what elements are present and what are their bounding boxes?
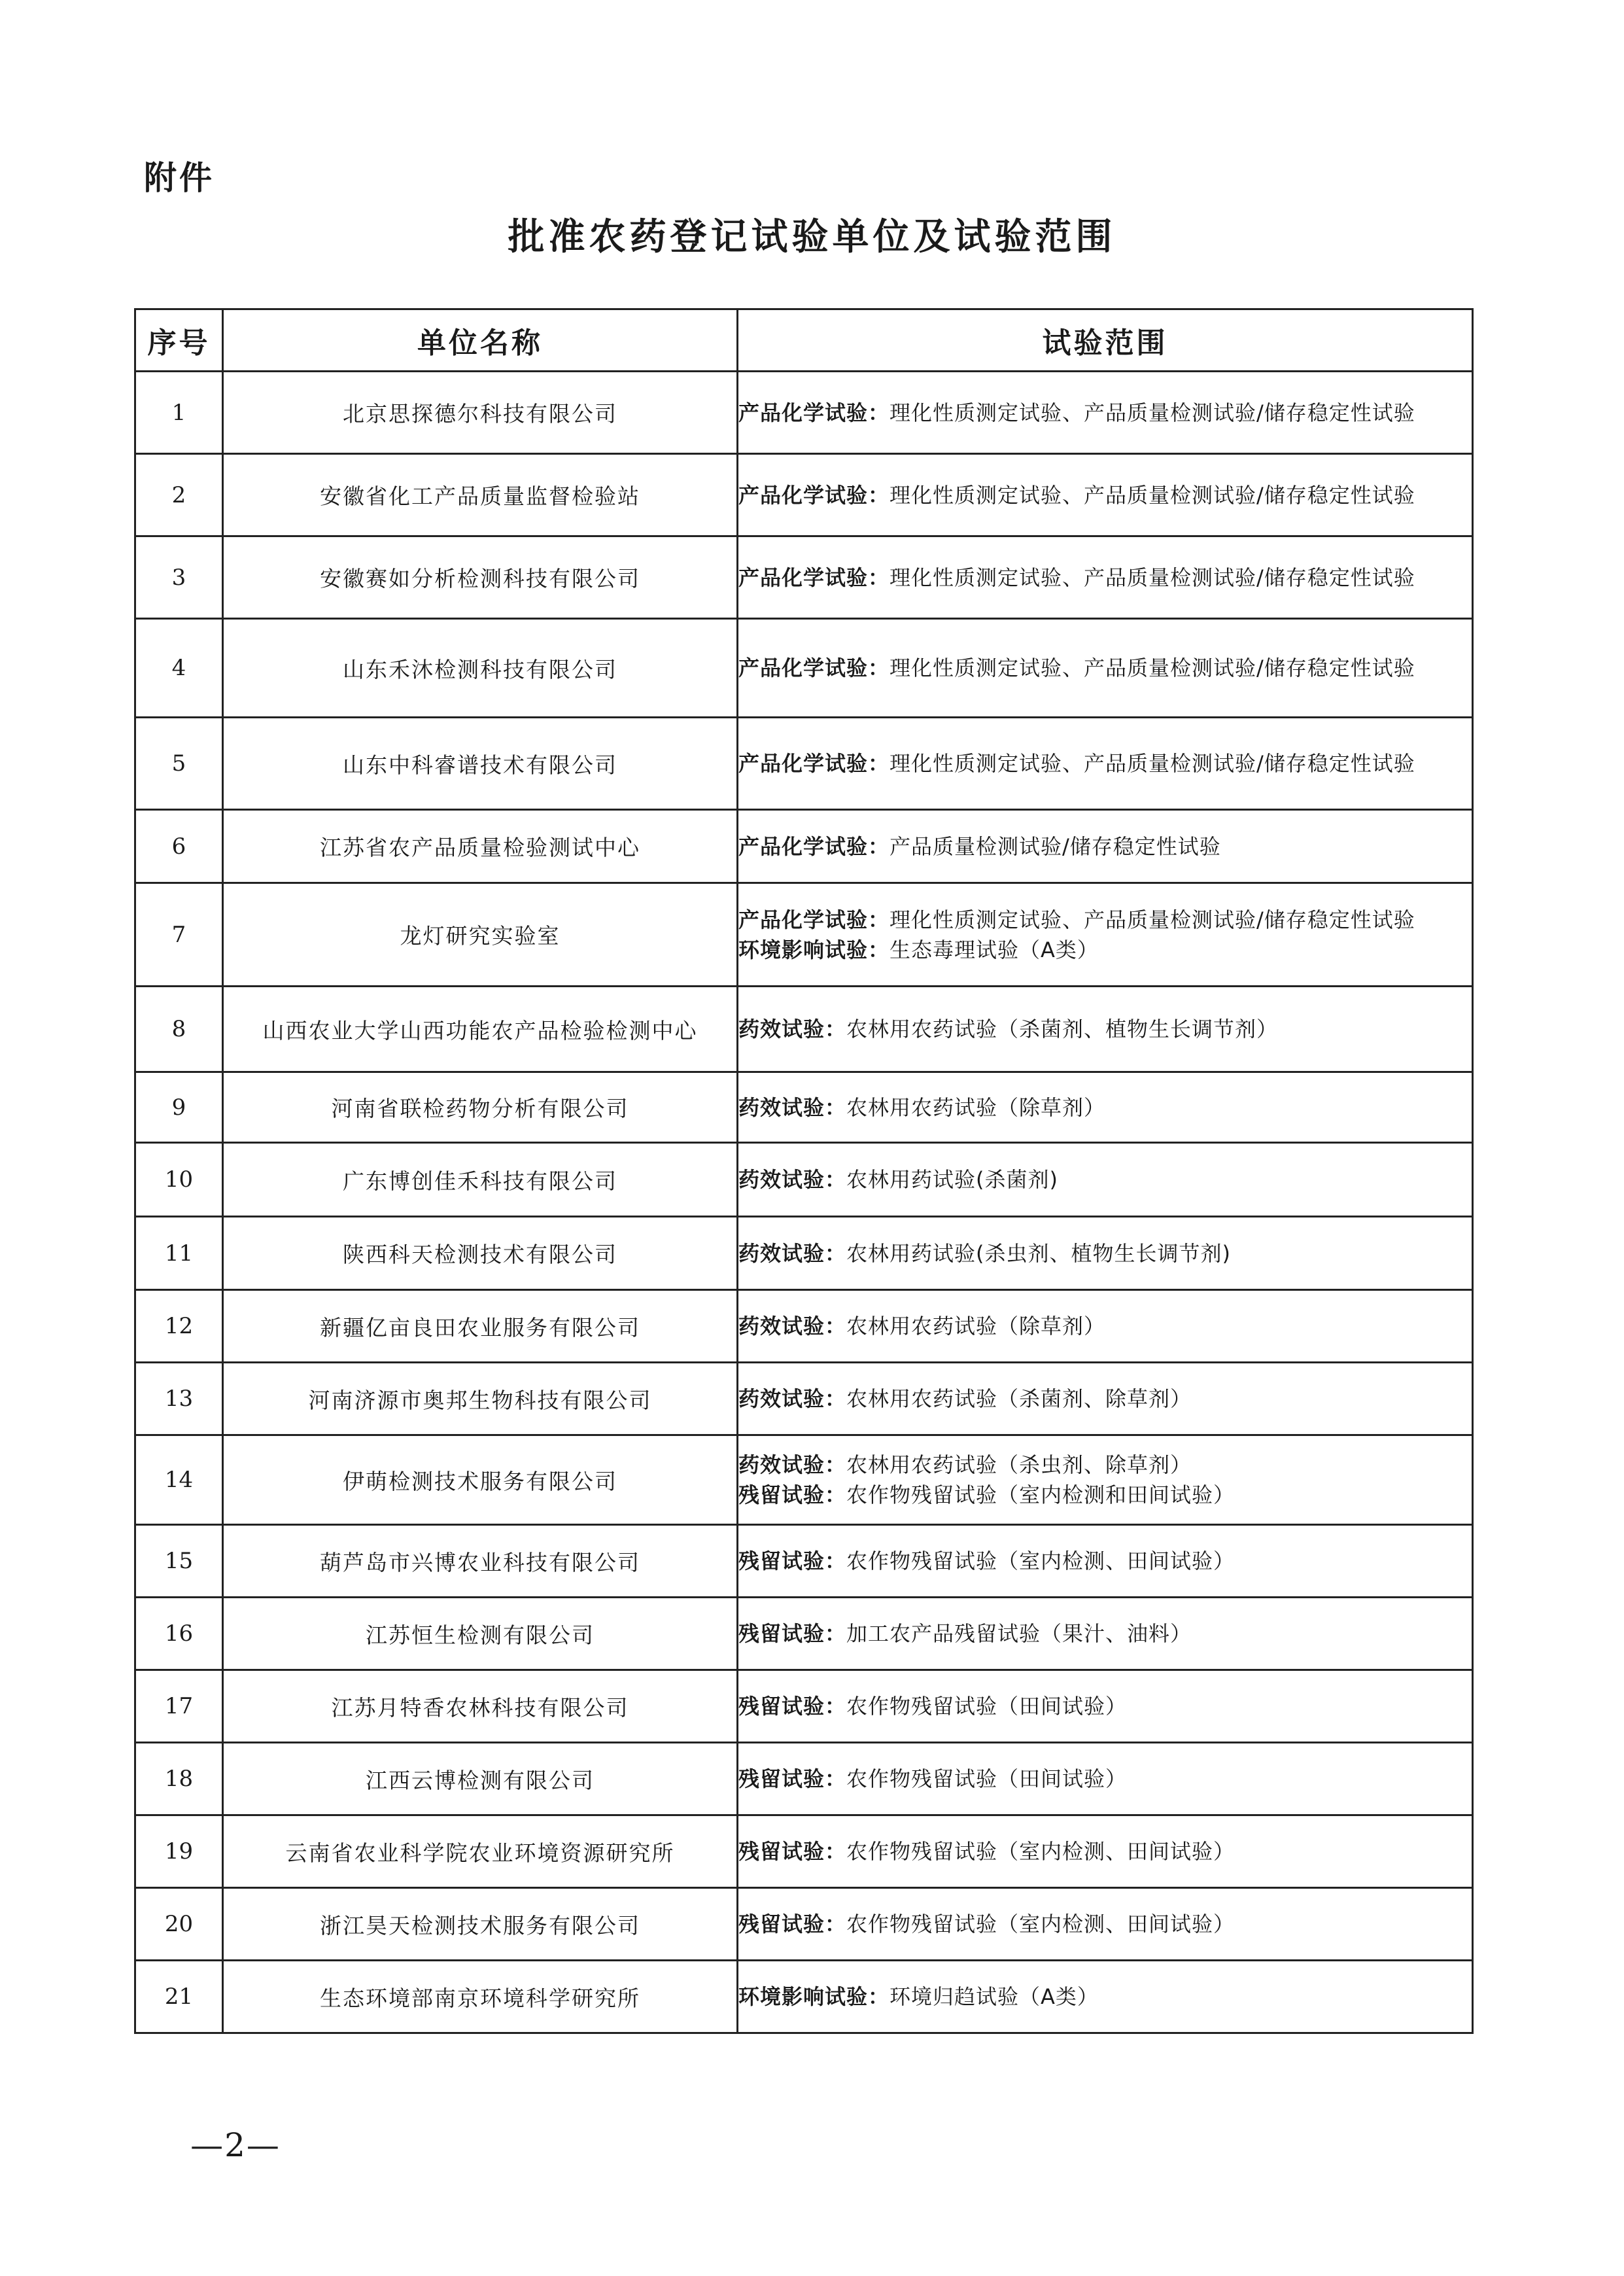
scope-category: 药效试验： bbox=[738, 1017, 847, 1042]
unit-name: 江苏恒生检测有限公司 bbox=[223, 1598, 738, 1670]
row-number: 19 bbox=[135, 1815, 223, 1888]
row-number: 7 bbox=[135, 883, 223, 987]
unit-name: 葫芦岛市兴博农业科技有限公司 bbox=[223, 1525, 738, 1598]
unit-name: 新疆亿亩良田农业服务有限公司 bbox=[223, 1290, 738, 1363]
row-number: 10 bbox=[135, 1143, 223, 1217]
scope-detail: 农作物残留试验（室内检测和田间试验） bbox=[846, 1482, 1235, 1507]
scope-line bbox=[738, 1909, 1472, 1939]
test-scope bbox=[738, 619, 1473, 718]
scope-detail: 生态毒理试验（A类） bbox=[890, 937, 1099, 962]
unit-name: 河南济源市奥邦生物科技有限公司 bbox=[223, 1363, 738, 1435]
scope-detail: 农林用农药试验（除草剂） bbox=[846, 1094, 1106, 1120]
scope-line bbox=[738, 1836, 1472, 1866]
scope-detail: 农林用农药试验（除草剂） bbox=[846, 1314, 1106, 1339]
table-row bbox=[135, 1290, 1473, 1363]
row-number: 2 bbox=[135, 454, 223, 536]
row-number: 1 bbox=[135, 372, 223, 454]
scope-line bbox=[738, 1014, 1472, 1044]
scope-line bbox=[738, 1480, 1472, 1510]
scope-category: 药效试验： bbox=[738, 1314, 847, 1339]
scope-line bbox=[738, 1764, 1472, 1794]
scope-category: 产品化学试验： bbox=[738, 833, 890, 859]
unit-name: 山西农业大学山西功能农产品检验检测中心 bbox=[223, 987, 738, 1072]
test-scope bbox=[738, 810, 1473, 883]
scope-detail: 理化性质测定试验、产品质量检测试验/储存稳定性试验 bbox=[890, 400, 1415, 425]
scope-detail: 理化性质测定试验、产品质量检测试验/储存稳定性试验 bbox=[890, 565, 1415, 590]
scope-detail: 农作物残留试验（田间试验） bbox=[846, 1694, 1128, 1719]
scope-detail: 农作物残留试验（室内检测、田间试验） bbox=[846, 1549, 1235, 1573]
unit-name: 北京思探德尔科技有限公司 bbox=[223, 372, 738, 454]
row-number: 9 bbox=[135, 1072, 223, 1143]
row-number: 13 bbox=[135, 1363, 223, 1435]
scope-category: 产品化学试验： bbox=[738, 656, 890, 680]
scope-detail: 环境归趋试验（A类） bbox=[890, 1984, 1099, 2009]
table-row bbox=[135, 1143, 1473, 1217]
row-number: 8 bbox=[135, 987, 223, 1072]
table-row bbox=[135, 1363, 1473, 1435]
scope-category: 产品化学试验： bbox=[738, 565, 890, 590]
test-scope bbox=[738, 1670, 1473, 1743]
table-row bbox=[135, 718, 1473, 810]
row-number: 17 bbox=[135, 1670, 223, 1743]
unit-name: 江西云博检测有限公司 bbox=[223, 1743, 738, 1815]
test-scope bbox=[738, 536, 1473, 619]
scope-line bbox=[738, 1093, 1472, 1123]
scope-category: 残留试验： bbox=[738, 1766, 847, 1791]
scope-category: 残留试验： bbox=[738, 1482, 847, 1507]
scope-category: 产品化学试验： bbox=[738, 400, 890, 425]
table-row bbox=[135, 1888, 1473, 1961]
scope-detail: 加工农产品残留试验（果汁、油料） bbox=[846, 1621, 1192, 1646]
table-row bbox=[135, 1435, 1473, 1525]
test-scope bbox=[738, 1072, 1473, 1143]
test-scope bbox=[738, 1290, 1473, 1363]
scope-category: 药效试验： bbox=[738, 1452, 847, 1477]
table-row bbox=[135, 1815, 1473, 1888]
test-scope bbox=[738, 1143, 1473, 1217]
scope-category: 药效试验： bbox=[738, 1094, 847, 1120]
scope-line bbox=[738, 1982, 1472, 2012]
scope-line bbox=[738, 653, 1472, 683]
table-row bbox=[135, 619, 1473, 718]
scope-detail: 理化性质测定试验、产品质量检测试验/储存稳定性试验 bbox=[890, 656, 1415, 680]
scope-line bbox=[738, 1164, 1472, 1195]
row-number: 20 bbox=[135, 1888, 223, 1961]
scope-line bbox=[738, 748, 1472, 779]
scope-detail: 农林用药试验(杀菌剂) bbox=[846, 1167, 1058, 1192]
scope-detail: 产品质量检测试验/储存稳定性试验 bbox=[890, 833, 1221, 859]
table-row bbox=[135, 1670, 1473, 1743]
test-scope bbox=[738, 454, 1473, 536]
scope-line bbox=[738, 905, 1472, 935]
scope-line bbox=[738, 1384, 1472, 1414]
scope-line bbox=[738, 1238, 1472, 1269]
unit-name: 云南省农业科学院农业环境资源研究所 bbox=[223, 1815, 738, 1888]
unit-name: 河南省联检药物分析有限公司 bbox=[223, 1072, 738, 1143]
scope-line bbox=[738, 832, 1472, 862]
scope-line bbox=[738, 1691, 1472, 1721]
test-scope bbox=[738, 1363, 1473, 1435]
unit-name: 浙江昊天检测技术服务有限公司 bbox=[223, 1888, 738, 1961]
test-scope bbox=[738, 1598, 1473, 1670]
scope-line bbox=[738, 935, 1472, 965]
unit-name: 安徽省化工产品质量监督检验站 bbox=[223, 454, 738, 536]
row-number: 16 bbox=[135, 1598, 223, 1670]
unit-name: 龙灯研究实验室 bbox=[223, 883, 738, 987]
test-scope bbox=[738, 1435, 1473, 1525]
scope-category: 残留试验： bbox=[738, 1694, 847, 1719]
row-number: 18 bbox=[135, 1743, 223, 1815]
table-row bbox=[135, 1598, 1473, 1670]
test-scope bbox=[738, 1743, 1473, 1815]
unit-name: 生态环境部南京环境科学研究所 bbox=[223, 1961, 738, 2033]
table-row bbox=[135, 1743, 1473, 1815]
scope-category: 残留试验： bbox=[738, 1549, 847, 1573]
test-scope bbox=[738, 372, 1473, 454]
scope-category: 药效试验： bbox=[738, 1386, 847, 1411]
scope-detail: 理化性质测定试验、产品质量检测试验/储存稳定性试验 bbox=[890, 482, 1415, 508]
unit-name: 广东博创佳禾科技有限公司 bbox=[223, 1143, 738, 1217]
table-row bbox=[135, 1525, 1473, 1598]
scope-category: 产品化学试验： bbox=[738, 482, 890, 508]
scope-detail: 农林用农药试验（杀菌剂、除草剂） bbox=[846, 1386, 1192, 1411]
scope-line bbox=[738, 1450, 1472, 1480]
scope-category: 药效试验： bbox=[738, 1167, 847, 1192]
scope-line bbox=[738, 1311, 1472, 1341]
test-scope bbox=[738, 1815, 1473, 1888]
scope-category: 残留试验： bbox=[738, 1912, 847, 1936]
scope-line bbox=[738, 1619, 1472, 1649]
row-number: 12 bbox=[135, 1290, 223, 1363]
test-scope bbox=[738, 883, 1473, 987]
unit-name: 山东禾沐检测科技有限公司 bbox=[223, 619, 738, 718]
row-number: 21 bbox=[135, 1961, 223, 2033]
row-number: 11 bbox=[135, 1217, 223, 1290]
scope-line bbox=[738, 563, 1472, 593]
column-header-unit: 单位名称 bbox=[223, 309, 738, 372]
table-row bbox=[135, 1961, 1473, 2033]
page-number: —2— bbox=[190, 2126, 281, 2164]
scope-category: 残留试验： bbox=[738, 1839, 847, 1864]
table-row bbox=[135, 1217, 1473, 1290]
table-row bbox=[135, 536, 1473, 619]
table-row bbox=[135, 1072, 1473, 1143]
row-number: 6 bbox=[135, 810, 223, 883]
row-number: 4 bbox=[135, 619, 223, 718]
scope-category: 环境影响试验： bbox=[738, 937, 890, 962]
unit-name: 江苏月特香农林科技有限公司 bbox=[223, 1670, 738, 1743]
column-header-no: 序号 bbox=[135, 309, 223, 372]
scope-detail: 农林用药试验(杀虫剂、植物生长调节剂) bbox=[846, 1240, 1231, 1266]
scope-detail: 农林用农药试验（杀虫剂、除草剂） bbox=[846, 1452, 1192, 1477]
scope-category: 残留试验： bbox=[738, 1621, 847, 1646]
unit-name: 安徽赛如分析检测科技有限公司 bbox=[223, 536, 738, 619]
scope-line bbox=[738, 398, 1472, 428]
test-scope bbox=[738, 718, 1473, 810]
scope-detail: 农作物残留试验（室内检测、田间试验） bbox=[846, 1912, 1235, 1936]
scope-category: 产品化学试验： bbox=[738, 907, 890, 932]
unit-name: 江苏省农产品质量检验测试中心 bbox=[223, 810, 738, 883]
scope-detail: 农林用农药试验（杀菌剂、植物生长调节剂） bbox=[846, 1017, 1279, 1042]
scope-line bbox=[738, 480, 1472, 510]
test-scope bbox=[738, 1888, 1473, 1961]
row-number: 3 bbox=[135, 536, 223, 619]
scope-category: 产品化学试验： bbox=[738, 751, 890, 776]
test-scope bbox=[738, 1525, 1473, 1598]
approval-table bbox=[134, 308, 1474, 2034]
table-row bbox=[135, 810, 1473, 883]
scope-category: 药效试验： bbox=[738, 1240, 847, 1266]
scope-detail: 农作物残留试验（室内检测、田间试验） bbox=[846, 1839, 1235, 1864]
table-row bbox=[135, 883, 1473, 987]
table-row bbox=[135, 372, 1473, 454]
scope-detail: 理化性质测定试验、产品质量检测试验/储存稳定性试验 bbox=[890, 751, 1415, 776]
test-scope bbox=[738, 987, 1473, 1072]
table-header-row bbox=[135, 309, 1473, 372]
scope-line bbox=[738, 1546, 1472, 1576]
scope-detail: 农作物残留试验（田间试验） bbox=[846, 1766, 1128, 1791]
table-row bbox=[135, 454, 1473, 536]
document-title: 批准农药登记试验单位及试验范围 bbox=[508, 216, 1116, 258]
unit-name: 伊萌检测技术服务有限公司 bbox=[223, 1435, 738, 1525]
test-scope bbox=[738, 1961, 1473, 2033]
row-number: 15 bbox=[135, 1525, 223, 1598]
unit-name: 山东中科睿谱技术有限公司 bbox=[223, 718, 738, 810]
unit-name: 陕西科天检测技术有限公司 bbox=[223, 1217, 738, 1290]
column-header-scope: 试验范围 bbox=[738, 309, 1473, 372]
table-row bbox=[135, 987, 1473, 1072]
scope-detail: 理化性质测定试验、产品质量检测试验/储存稳定性试验 bbox=[890, 907, 1415, 932]
row-number: 14 bbox=[135, 1435, 223, 1525]
row-number: 5 bbox=[135, 718, 223, 810]
test-scope bbox=[738, 1217, 1473, 1290]
attachment-label: 附件 bbox=[144, 159, 215, 197]
scope-category: 环境影响试验： bbox=[738, 1984, 890, 2009]
